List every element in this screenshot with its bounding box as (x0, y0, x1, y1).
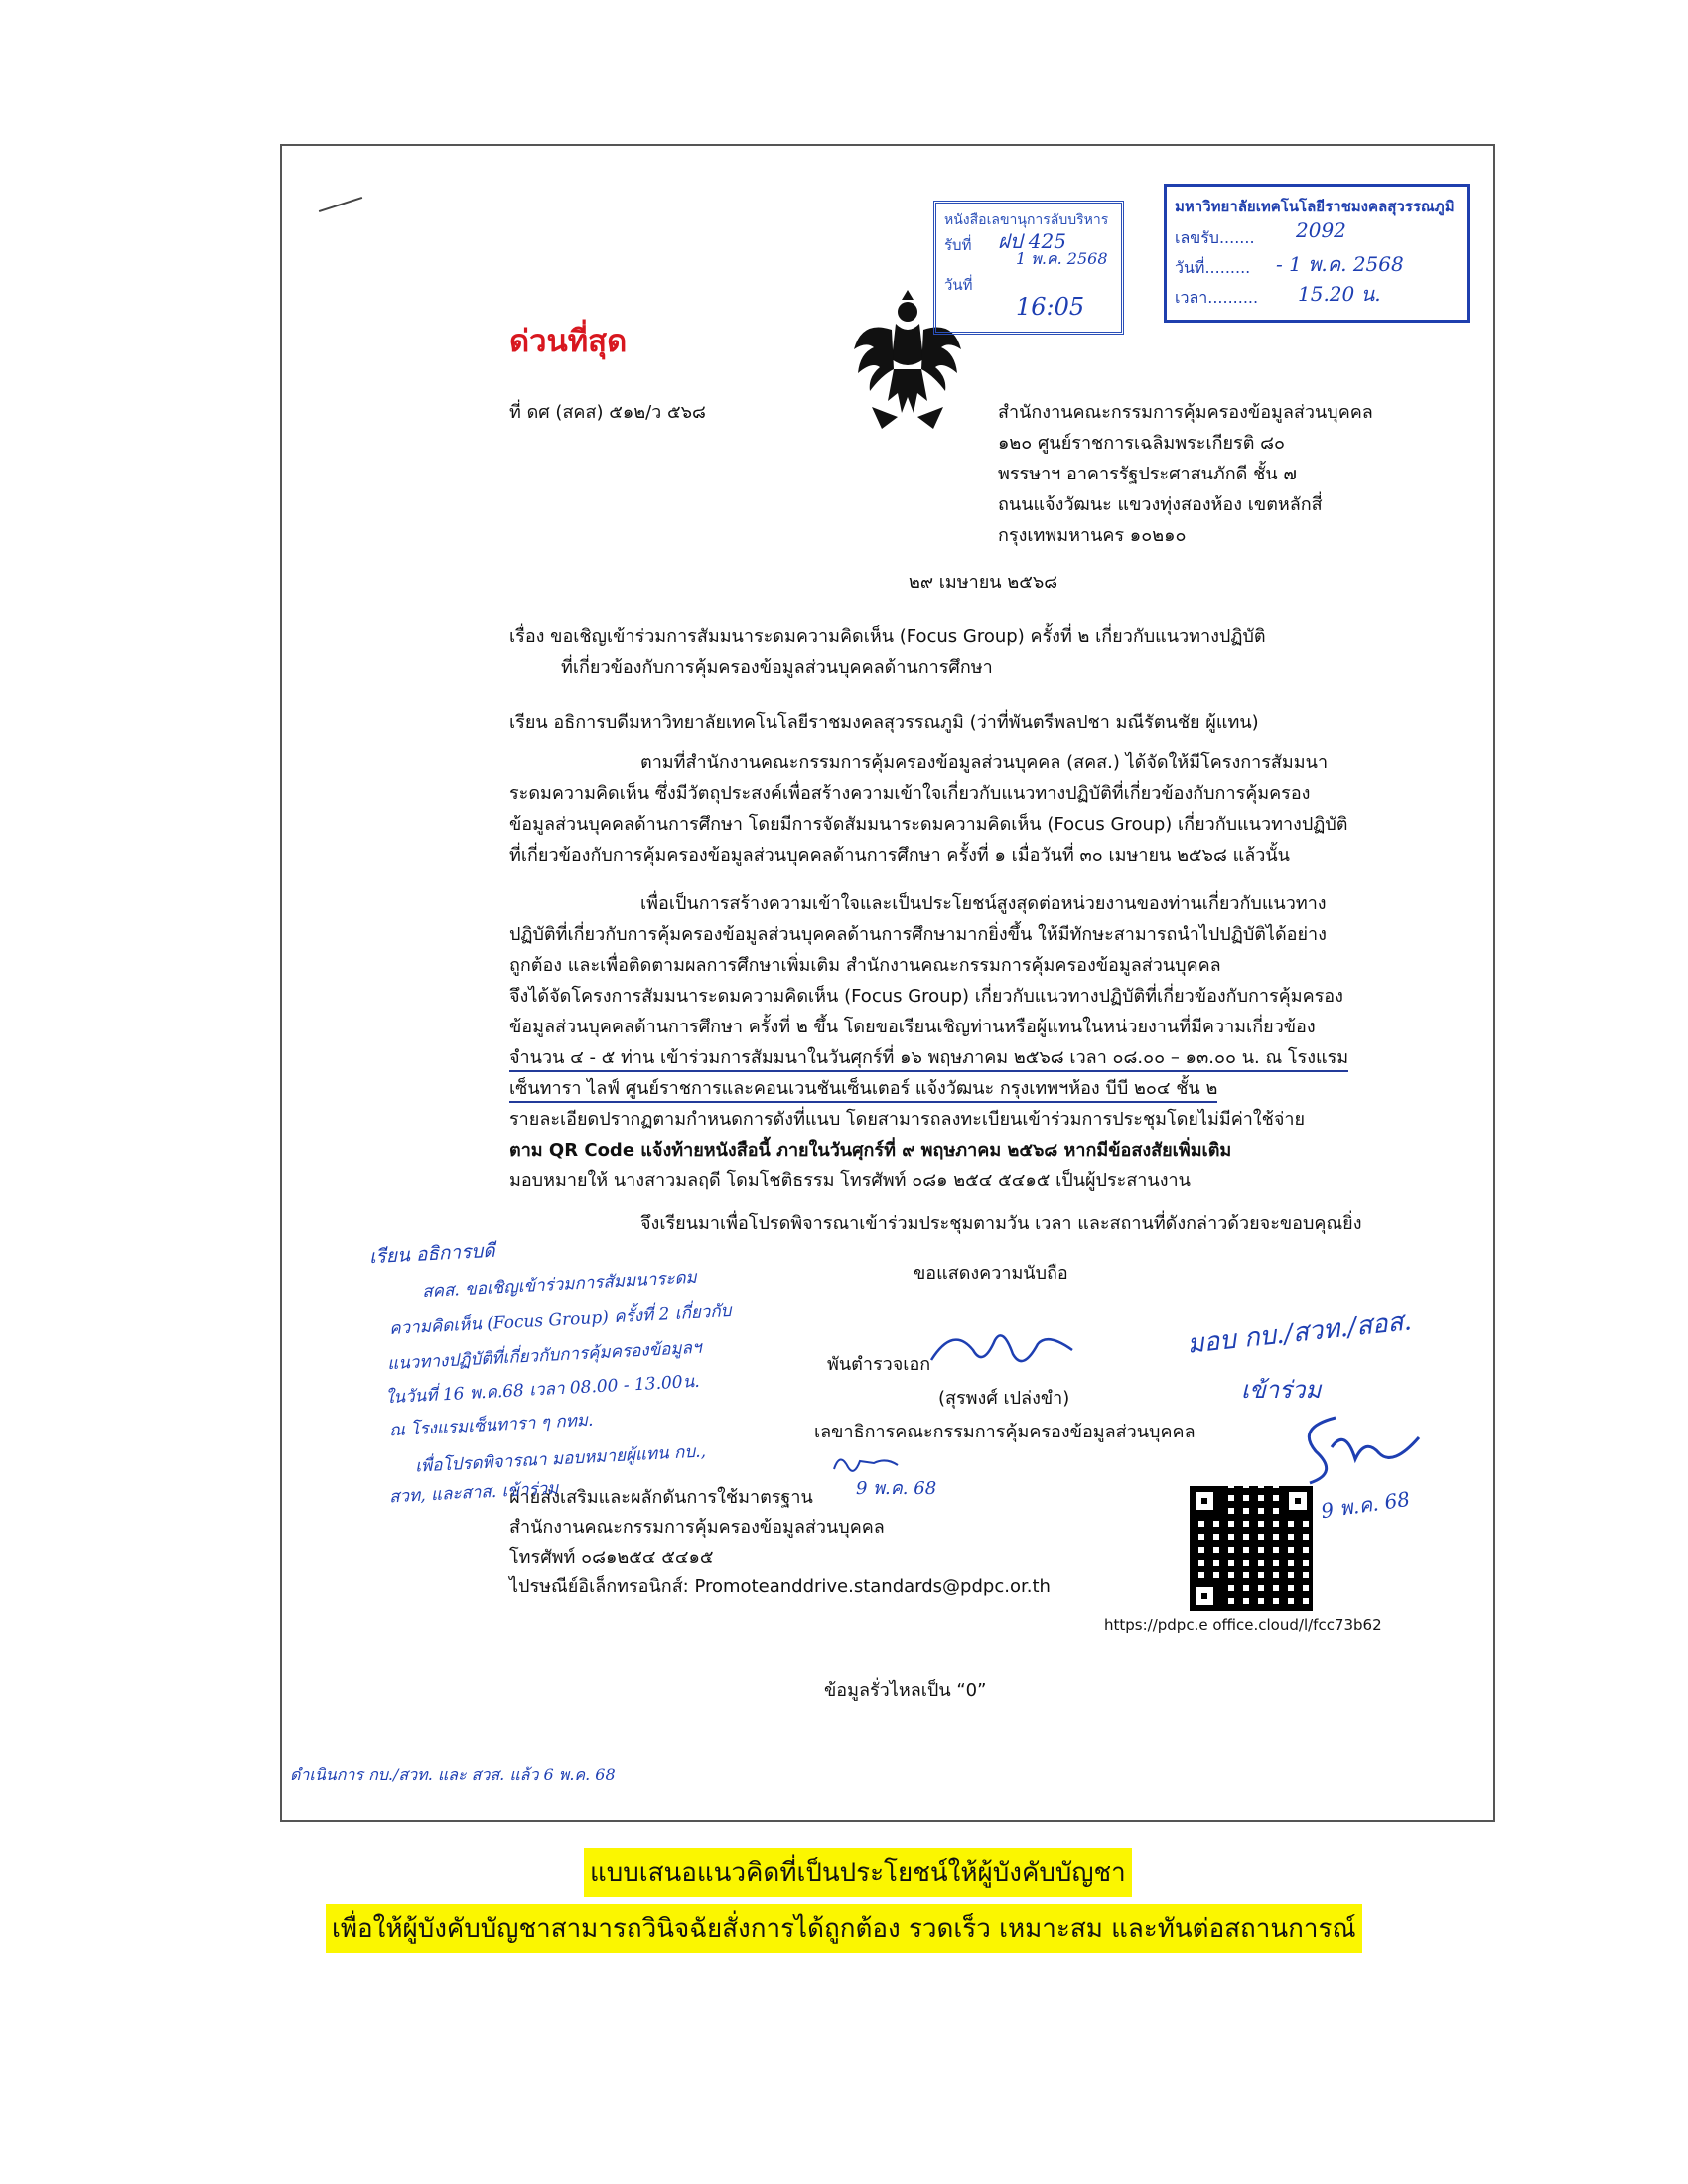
handwritten-approval: เข้าร่วม (1241, 1376, 1322, 1404)
university-date-label: วันที่......... (1175, 258, 1251, 277)
highlight-line-1: แบบเสนอแนวคิดที่เป็นประโยชน์ให้ผู้บังคับบัญชา (584, 1848, 1132, 1897)
closing-line: จึงเรียนมาเพื่อโปรดพิจารณาเข้าร่วมประชุมตามวัน เวลา และสถานที่ดังกล่าวด้วยจะขอบคุณยิ่ง (640, 1213, 1362, 1234)
handwritten-note-line: ในวันที่ 16 พ.ค.68 เวลา 08.00 - 13.00น. (384, 1371, 701, 1409)
reference-number: ที่ ดศ (สคส) ๕๑๒/ว ๕๖๘ (509, 402, 706, 423)
executive-signature-icon (1296, 1408, 1425, 1487)
qr-url: https://pdpc.e office.cloud/l/fcc73b62 (1104, 1616, 1382, 1634)
paragraph-line: เพื่อเป็นการสร้างความเข้าใจและเป็นประโยชน์สูงสุดต่อหน่วยงานของท่านเกี่ยวกับแนวทาง (640, 893, 1327, 914)
handwritten-note-line: ความคิดเห็น (Focus Group) ครั้งที่ 2 เกี่ยวกับ (388, 1300, 732, 1340)
signer-rank: พันตำรวจเอก (827, 1354, 931, 1375)
stamp-no-label: รับที่ (944, 236, 972, 254)
data-leak-note: ข้อมูลรั่วไหลเป็น “0” (824, 1680, 987, 1701)
subject-line: เรื่อง ขอเชิญเข้าร่วมการสัมมนาระดมความคิดเห็น (Focus Group) ครั้งที่ ๒ เกี่ยวกับแนวทางปฏิบัติ (509, 626, 1266, 647)
handwritten-approval-date: 9 พ.ค. 68 (1319, 1486, 1412, 1524)
paragraph-line: ข้อมูลส่วนบุคคลด้านการศึกษา ครั้งที่ ๒ ขึ้น โดยขอเรียนเชิญท่านหรือผู้แทนในหน่วยงานที่มีความเกี่ยวข้อง (509, 1017, 1316, 1037)
address-line: พรรษาฯ อาคารรัฐประศาสนภักดี ชั้น ๗ (998, 464, 1297, 484)
stamp-title: หนังสือเลขานุการลับบริหาร (944, 212, 1109, 228)
paragraph-line: ปฏิบัติที่เกี่ยวกับการคุ้มครองข้อมูลส่วนบุคคลด้านการศึกษามากยิ่งขึ้น ให้มีทักษะสามารถนำไปปฏิบัติได้อย่าง (509, 924, 1327, 945)
initial-date-note: 9 พ.ค. 68 (856, 1478, 937, 1499)
handwritten-note-line: แนวทางปฏิบัติที่เกี่ยวกับการคุ้มครองข้อมูลฯ (386, 1337, 703, 1375)
handwritten-note-line: สคส. ขอเชิญเข้าร่วมการสัมมนาระดม (421, 1267, 698, 1302)
office-name: สำนักงานคณะกรรมการคุ้มครองข้อมูลส่วนบุคคล (509, 1517, 885, 1538)
university-time-value: 15.20 น. (1298, 282, 1381, 306)
address-line: ๑๒๐ ศูนย์ราชการเฉลิมพระเกียรติ ๘๐ (998, 433, 1286, 454)
university-recv-label: เลขรับ....... (1175, 228, 1255, 247)
salutation: เรียน อธิการบดีมหาวิทยาลัยเทคโนโลยีราชมงคลสุวรรณภูมิ (ว่าที่พันตรีพลปชา มณีรัตนชัย ผู้แทน) (509, 712, 1259, 733)
dept-name: ฝ่ายส่งเสริมและผลักดันการใช้มาตรฐาน (509, 1487, 813, 1508)
university-recv-value: 2092 (1296, 218, 1346, 242)
letter-date: ๒๙ เมษายน ๒๕๖๘ (909, 572, 1058, 593)
stamp-no-value: ฝป 425 (998, 229, 1066, 253)
paragraph-line-underlined: เซ็นทารา ไลฟ์ ศูนย์ราชการและคอนเวนชันเซ็นเตอร์ แจ้งวัฒนะ กรุงเทพฯห้อง บีบี ๒๐๔ ชั้น ๒ (509, 1078, 1217, 1103)
regards: ขอแสดงความนับถือ (914, 1263, 1068, 1284)
signer-name: (สุรพงศ์ เปล่งขำ) (938, 1388, 1070, 1409)
paragraph-line: จึงได้จัดโครงการสัมมนาระดมความคิดเห็น (Focus Group) เกี่ยวกับแนวทางปฏิบัติที่เกี่ยวข้องกับการคุ้มครอง (509, 986, 1343, 1007)
handwritten-footer-note: ดำเนินการ กบ./สวท. และ สวส. แล้ว 6 พ.ค. 68 (290, 1765, 616, 1784)
signature-icon (923, 1320, 1082, 1380)
highlight-line-2: เพื่อให้ผู้บังคับบัญชาสามารถวินิจฉัยสั่งการได้ถูกต้อง รวดเร็ว เหมาะสม และทันต่อสถานการณ์ (326, 1904, 1362, 1953)
handwritten-note-line: ณ โรงแรมเซ็นทารา ๆ กทม. (388, 1410, 594, 1441)
receipt-stamp-university (1164, 184, 1470, 323)
handwritten-order: มอบ กบ./สวท./สอส. (1186, 1306, 1414, 1360)
handwritten-note-line: เรียน อธิการบดี (368, 1239, 496, 1269)
paragraph-line: ระดมความคิดเห็น ซึ่งมีวัตถุประสงค์เพื่อสร้างความเข้าใจเกี่ยวกับแนวทางปฏิบัติที่เกี่ยวข้องกับการคุ้มครอง (509, 783, 1311, 804)
paragraph-line: รายละเอียดปรากฏตามกำหนดการดังที่แนบ โดยสามารถลงทะเบียนเข้าร่วมการประชุมโดยไม่มีค่าใช้จ่าย (509, 1109, 1306, 1130)
subject-line: ที่เกี่ยวข้องกับการคุ้มครองข้อมูลส่วนบุคคลด้านการศึกษา (561, 657, 993, 678)
urgent-label: ด่วนที่สุด (509, 324, 628, 359)
university-date-value: - 1 พ.ค. 2568 (1276, 252, 1404, 276)
paragraph-line: ข้อมูลส่วนบุคคลด้านการศึกษา โดยมีการจัดสัมมนาระดมความคิดเห็น (Focus Group) เกี่ยวกับแนวทางปฏิบัติ (509, 814, 1348, 835)
receipt-stamp-office (933, 201, 1124, 335)
handwritten-note-line: เพื่อโปรดพิจารณา มอบหมายผู้แทน กบ., (414, 1441, 707, 1477)
stamp-date-value: 1 พ.ค. 2568 (1016, 249, 1108, 268)
stamp-time-value: 16:05 (1016, 293, 1085, 321)
handwritten-note-line: สวท, และสาส. เข้าร่วม (388, 1478, 559, 1508)
office-email: ไปรษณีย์อิเล็กทรอนิกส์: Promoteanddrive.standards@pdpc.or.th (509, 1576, 1051, 1597)
paragraph-line: มอบหมายให้ นางสาวมลฤดี โดมโชติธรรม โทรศัพท์ ๐๘๑ ๒๕๔ ๕๔๑๕ เป็นผู้ประสานงาน (509, 1170, 1191, 1191)
signer-title: เลขาธิการคณะกรรมการคุ้มครองข้อมูลส่วนบุคคล (814, 1422, 1196, 1442)
qr-code-icon[interactable] (1190, 1486, 1313, 1611)
paragraph-line: ตามที่สำนักงานคณะกรรมการคุ้มครองข้อมูลส่วนบุคคล (สคส.) ได้จัดให้มีโครงการสัมมนา (640, 752, 1329, 773)
address-line: กรุงเทพมหานคร ๑๐๒๑๐ (998, 525, 1187, 546)
paragraph-line: ที่เกี่ยวข้องกับการคุ้มครองข้อมูลส่วนบุคคลด้านการศึกษา ครั้งที่ ๑ เมื่อวันที่ ๓๐ เมษายน ๒๕๖๘ แล้วนั้น (509, 845, 1290, 866)
university-stamp-title: มหาวิทยาลัยเทคโนโลยีราชมงคลสุวรรณภูมิ (1175, 198, 1455, 215)
office-phone: โทรศัพท์ ๐๘๑๒๕๔ ๕๔๑๕ (509, 1547, 714, 1568)
paragraph-line-underlined: จำนวน ๔ - ๕ ท่าน เข้าร่วมการสัมมนาในวันศุกร์ที่ ๑๖ พฤษภาคม ๒๕๖๘ เวลา ๐๘.๐๐ – ๑๓.๐๐ น. ณ โรงแรม (509, 1047, 1348, 1072)
university-time-label: เวลา.......... (1175, 288, 1259, 307)
address-line: สำนักงานคณะกรรมการคุ้มครองข้อมูลส่วนบุคคล (998, 402, 1373, 423)
paragraph-line-bold: ตาม QR Code แจ้งท้ายหนังสือนี้ ภายในวันศุกร์ที่ ๙ พฤษภาคม ๒๕๖๘ หากมีข้อสงสัยเพิ่มเติม (509, 1140, 1232, 1160)
stamp-time-label: วันที่ (944, 276, 973, 294)
paragraph-line: ถูกต้อง และเพื่อติดตามผลการศึกษาเพิ่มเติม สำนักงานคณะกรรมการคุ้มครองข้อมูลส่วนบุคคล (509, 955, 1221, 976)
address-line: ถนนแจ้งวัฒนะ แขวงทุ่งสองห้อง เขตหลักสี่ (998, 494, 1323, 515)
